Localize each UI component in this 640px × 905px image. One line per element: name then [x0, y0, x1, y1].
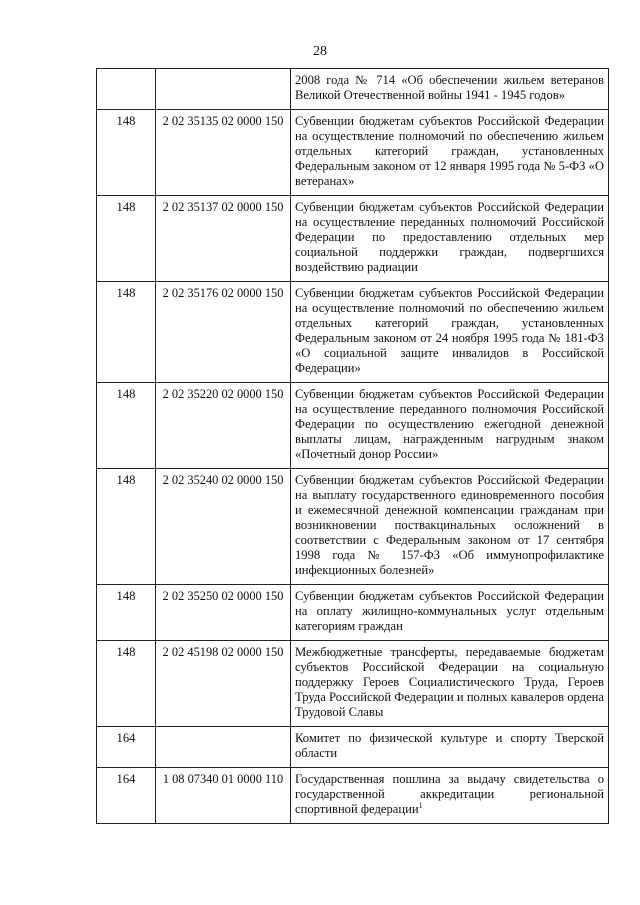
page-number: 28 [313, 44, 327, 59]
table-row [97, 383, 609, 469]
description-cell: Субвенции бюджетам субъектов Российской Федерации на оплату жилищно-коммунальных услуг отдельным категориям граждан [291, 585, 609, 641]
budget-code-cell [156, 69, 291, 110]
description-cell: Субвенции бюджетам субъектов Российской Федерации на осуществление полномочий по обеспечению жильем отдельных категорий граждан, установленных Федеральным законом от 12 января 1995 года № 5-ФЗ «О ветеранах» [291, 110, 609, 196]
admin-code-cell: 148 [97, 469, 156, 585]
budget-code-cell: 2 02 35135 02 0000 150 [156, 110, 291, 196]
table-row [97, 641, 609, 727]
description-cell: Комитет по физической культуре и спорту Тверской области [291, 727, 609, 768]
table-row [97, 585, 609, 641]
table-row [97, 196, 609, 282]
description-text: Государственная пошлина за выдачу свидетельства о государственной аккредитации региональной спортивной федерации [295, 772, 604, 816]
description-cell: Субвенции бюджетам субъектов Российской Федерации на осуществление переданного полномочия Российской Федерации по осуществлению ежегодной денежной выплаты лицам, награжденным нагрудным знаком «Почетный донор России» [291, 383, 609, 469]
table-row [97, 69, 609, 110]
description-cell: 2008 года № 714 «Об обеспечении жильем ветеранов Великой Отечественной войны 1941 - 1945 годов» [291, 69, 609, 110]
admin-code-cell: 148 [97, 110, 156, 196]
table-row [97, 110, 609, 196]
budget-code-cell: 2 02 35137 02 0000 150 [156, 196, 291, 282]
budget-code-cell: 1 08 07340 01 0000 110 [156, 768, 291, 824]
admin-code-cell: 148 [97, 641, 156, 727]
description-cell: Субвенции бюджетам субъектов Российской Федерации на осуществление переданных полномочий Российской Федерации по предоставлению отдельных мер социальной поддержки граждан, подвергшихся воздействию радиации [291, 196, 609, 282]
budget-classification-table [96, 68, 609, 824]
admin-code-cell: 164 [97, 768, 156, 824]
table-row [97, 768, 609, 824]
description-cell [291, 768, 609, 824]
budget-code-cell: 2 02 35176 02 0000 150 [156, 282, 291, 383]
description-cell: Субвенции бюджетам субъектов Российской Федерации на осуществление полномочий по обеспечению жильем отдельных категорий граждан, установленных Федеральным законом от 24 ноября 1995 года № 181-ФЗ «О социальной защите инвалидов в Российской Федерации» [291, 282, 609, 383]
admin-code-cell [97, 69, 156, 110]
budget-code-cell: 2 02 35220 02 0000 150 [156, 383, 291, 469]
table-row [97, 727, 609, 768]
budget-code-cell: 2 02 45198 02 0000 150 [156, 641, 291, 727]
admin-code-cell: 148 [97, 282, 156, 383]
budget-code-cell: 2 02 35250 02 0000 150 [156, 585, 291, 641]
admin-code-cell: 148 [97, 196, 156, 282]
table-row [97, 469, 609, 585]
admin-code-cell: 148 [97, 383, 156, 469]
admin-code-cell: 164 [97, 727, 156, 768]
description-cell: Субвенции бюджетам субъектов Российской Федерации на выплату государственного единовременного пособия и ежемесячной денежной компенсации гражданам при возникновении поствакцинальных осложнений в соответствии с Федеральным законом от 17 сентября 1998 года № 157-ФЗ «Об иммунопрофилактике инфекционных болезней» [291, 469, 609, 585]
budget-code-cell [156, 727, 291, 768]
table-row [97, 282, 609, 383]
budget-code-cell: 2 02 35240 02 0000 150 [156, 469, 291, 585]
admin-code-cell: 148 [97, 585, 156, 641]
footnote-marker: 1 [418, 800, 423, 810]
description-cell: Межбюджетные трансферты, передаваемые бюджетам субъектов Российской Федерации на социальную поддержку Героев Социалистического Труда, Героев Труда Российской Федерации и полных кавалеров ордена Трудовой Славы [291, 641, 609, 727]
